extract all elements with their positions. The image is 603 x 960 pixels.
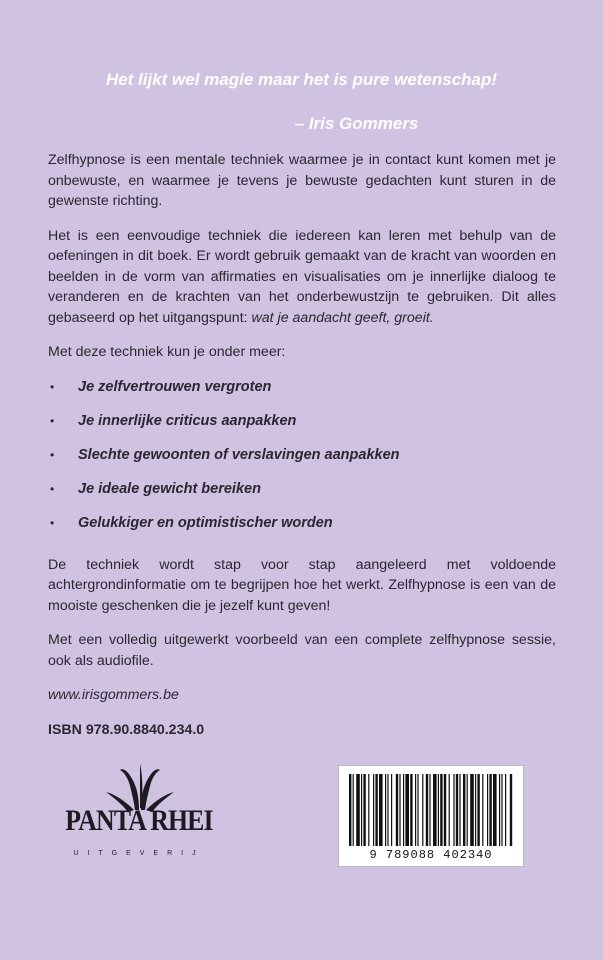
barcode-bar <box>467 774 468 846</box>
cover-quote: Het lijkt wel magie maar het is pure wetenschap! <box>105 70 498 89</box>
back-cover-text <box>48 150 556 754</box>
barcode-bar <box>459 774 460 846</box>
barcode-bar <box>463 774 465 846</box>
barcode-bar <box>489 774 491 846</box>
barcode-bar <box>433 774 437 846</box>
barcode-bar <box>440 774 442 846</box>
barcode-bar <box>470 774 474 846</box>
barcode-bar <box>417 774 418 846</box>
paragraph-list-intro: Met deze techniek kun je onder meer: <box>48 344 286 360</box>
paragraph-example: Met een volledig uitgewerkt voorbeeld van een complete zelfhypnose sessie, ook als audiofile. <box>48 632 556 669</box>
barcode <box>338 765 524 867</box>
barcode-bar <box>363 774 365 846</box>
barcode-bar <box>453 774 454 846</box>
barcode-bar <box>349 774 351 846</box>
barcode-bar <box>449 774 450 846</box>
barcode-bar <box>399 774 400 846</box>
benefits-list <box>48 377 556 547</box>
barcode-bar <box>396 774 398 846</box>
barcode-bar <box>368 774 369 846</box>
barcode-bar <box>422 774 423 846</box>
barcode-bar <box>499 774 500 846</box>
barcode-bar <box>456 774 458 846</box>
barcode-bar <box>493 774 497 846</box>
barcode-bar <box>477 774 479 846</box>
quote-author: – Iris Gommers <box>294 114 419 133</box>
barcode-bar <box>353 774 354 846</box>
barcode-number: 9 789088 402340 <box>369 848 493 862</box>
barcode-bar <box>375 774 377 846</box>
barcode-bar <box>403 774 404 846</box>
barcode-bar <box>379 774 383 846</box>
barcode-bar <box>510 774 512 846</box>
barcode-bar <box>373 774 374 846</box>
barcode-bar <box>482 774 483 846</box>
barcode-bar <box>385 774 386 846</box>
barcode-bar <box>487 774 488 846</box>
barcode-bar <box>391 774 392 846</box>
barcode-bar <box>405 774 409 846</box>
paragraph-technique-motto: wat je aandacht geeft, groeit. <box>251 309 434 326</box>
list-item: • Je ideale gewicht bereiken <box>48 479 556 513</box>
publisher-name: PANTA RHEI <box>65 804 213 837</box>
barcode-bar <box>429 774 430 846</box>
list-item: • Je zelfvertrouwen vergroten <box>48 377 556 411</box>
barcode-bar <box>438 774 439 846</box>
barcode-bar <box>415 774 416 846</box>
publisher-subtitle: UITGEVERIJ <box>73 850 205 857</box>
list-item: • Gelukkiger en optimistischer worden <box>48 513 556 547</box>
barcode-bars <box>347 774 515 846</box>
barcode-bar <box>501 774 502 846</box>
barcode-bar <box>410 774 412 846</box>
barcode-bar <box>361 774 362 846</box>
barcode-bar <box>387 774 388 846</box>
paragraph-intro: Zelfhypnose is een mentale techniek waarmee je in contact kunt komen met je onbewuste, en waarmee je tevens je bewuste gedachten kunt sturen in de gewenste richting. <box>48 152 556 209</box>
isbn: ISBN 978.90.8840.234.0 <box>48 721 205 738</box>
publisher-logo <box>44 762 234 872</box>
barcode-bar <box>356 774 360 846</box>
paragraph-method: De techniek wordt stap voor stap aangeleerd met voldoende achtergrondinformatie om te begrijpen hoe het werkt. Zelfhypnose is een van de mooiste geschenken die je jezelf kunt geven! <box>48 556 556 614</box>
paragraph-technique <box>48 226 556 329</box>
barcode-bar <box>426 774 428 846</box>
barcode-bar <box>475 774 476 846</box>
barcode-bar <box>444 774 446 846</box>
list-item: • Je innerlijke criticus aanpakken <box>48 411 556 445</box>
website-link[interactable]: www.irisgommers.be <box>48 687 179 703</box>
barcode-bar <box>505 774 506 846</box>
paragraph-technique-text: Het is een eenvoudige techniek die iedereen kan leren met behulp van de oefeningen in dit boek. Er wordt gebruik gemaakt van de kracht van woorden en beelden in de vorm van affirmaties en visualisaties om je innerlijke dialoog te veranderen en de krachten van het onderbewustzijn te gebruiken. Dit alles gebaseerd op het uitgangspunt: <box>48 227 556 326</box>
list-item: • Slechte gewoonten of verslavingen aanpakken <box>48 445 556 479</box>
